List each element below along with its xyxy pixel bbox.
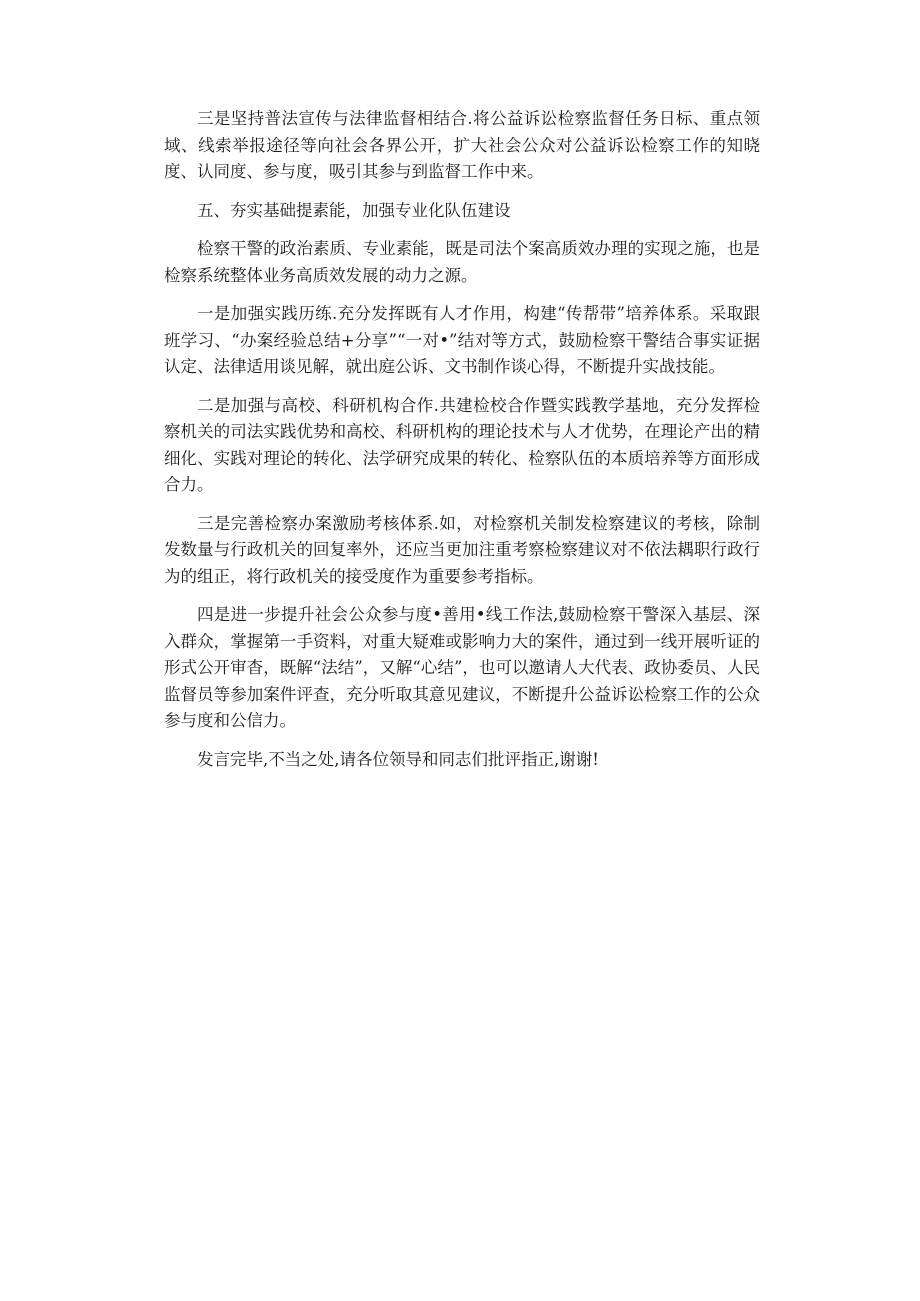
paragraph-closing: 发言完毕,不当之处,请各位领导和同志们批评指正,谢谢! xyxy=(197,749,599,769)
paragraph-3-popularize-law: 三是坚持普法宣传与法律监督相结合.将公益诉讼检察监督任务日标、重点领域、线索举报途径等向社会各界公开，扩大社会公众对公益诉讼检察工作的知晓度、认同度、参与度，吸引其参与到监督工作中来。 xyxy=(164,109,760,181)
section-heading-5: 五、夯实基础提素能，加强专业化队伍建设 xyxy=(197,200,511,220)
paragraph-intro-team: 检察干警的政治素质、专业素能，既是司法个案高质效办理的实现之施，也是检察系统整体业务高质效发展的动力之源。 xyxy=(164,239,760,285)
paragraph-1-practice: 一是加强实践历练.充分发挥既有人才作用，构建“传帮带”培养体系。采取跟班学习、“办案经验总结+分享”“一对•”结对等方式，鼓励检察干警结合事实证据认定、法律适用谈见解，就出庭公诉、文书制作谈心得，不断提升实战技能。 xyxy=(164,304,760,376)
paragraph-4-public-participation: 四是进一步提升社会公众参与度•善用•线工作法,鼓励检察干警深入基层、深入群众，掌握第一手资料，对重大疑难或影响力大的案件，通过到一线开展听证的形式公开审杳，既解“法结”，又解“心结”，也可以邀请人大代表、政协委员、人民监督员等参加案件评查，充分听取其意见建议，不断提升公益诉讼检察工作的公众参与度和公信力。 xyxy=(164,605,760,730)
document-body xyxy=(164,106,760,773)
paragraph-2-cooperation: 二是加强与高校、科研机构合作.共建检校合作暨实践教学基地，充分发挥检察机关的司法实践优势和高校、科研机构的理论技术与人才优势，在理论产出的精细化、实践对理论的转化、法学研究成果的转化、检察队伍的本质培养等方面形成合力。 xyxy=(164,395,760,494)
paragraph-3-assessment: 三是完善检察办案激励考核体系.如，对检察机关制发检察建议的考核，除制发数量与行政机关的回复率外，还应当更加注重考察检察建议对不依法耦职行政行为的组正，将行政机关的接受度作为重要参考指标。 xyxy=(164,513,760,586)
